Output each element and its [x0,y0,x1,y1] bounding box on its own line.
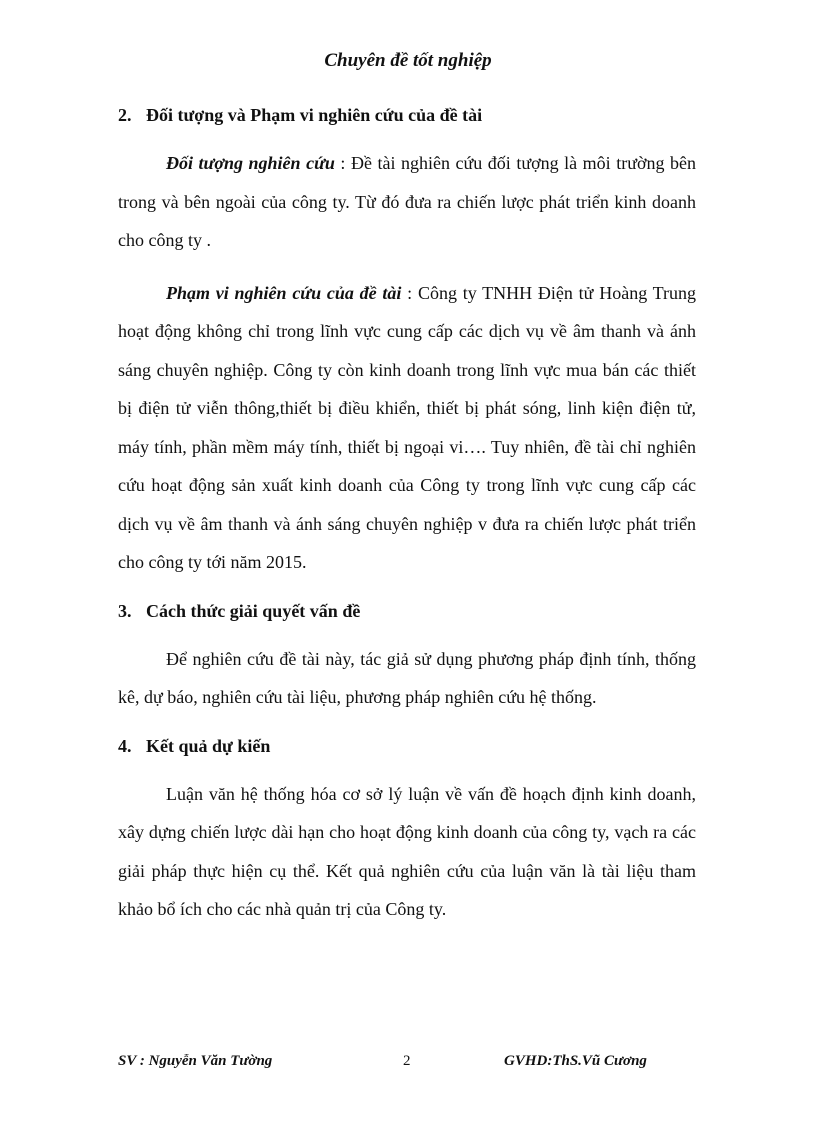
page-footer [118,1053,678,1075]
object-text: : Đề tài nghiên cứu đối tượng là môi trường bên trong và bên ngoài của công ty. Từ đó đưa ra chiến lược phát triển kinh doanh cho công ty . [118,153,696,250]
advisor-name: GVHD:ThS.Vũ Cương [504,1053,647,1069]
document-body [118,96,696,929]
range-text: : Công ty TNHH Điện tử Hoàng Trung hoạt động không chỉ trong lĩnh vực cung cấp các dịch vụ về âm thanh và ánh sáng chuyên nghiệp. Công ty còn kinh doanh trong lĩnh vực mua bán các thiết bị điện tử viễn thông,thiết bị điều khiển, thiết bị phát sóng, linh kiện điện tử, máy tính, phần mềm máy tính, thiết bị ngoại vi…. Tuy nhiên, đề tài chỉ nghiên cứu hoạt động sản xuất kinh doanh của Công ty trong lĩnh vực cung cấp các dịch vụ về âm thanh và ánh sáng chuyên nghiệp v đưa ra chiến lược phát triển cho công ty tới năm 2015. [118,282,696,572]
scope-range-paragraph [118,274,696,582]
student-name: SV : Nguyễn Văn Tường [118,1053,273,1069]
scope-object-paragraph [118,144,696,260]
object-term: Đối tượng nghiên cứu [166,153,335,173]
section-2-title: Đối tượng và Phạm vi nghiên cứu của đề tài [146,105,483,125]
range-term: Phạm vi nghiên cứu của đề tài [166,282,402,303]
section-4-title: Kết quả dự kiến [146,735,271,756]
section-3-title: Cách thức giải quyết vấn đề [146,600,361,621]
page-header: Chuyên đề tốt nghiệp [324,50,492,71]
section-2-number: 2. [118,105,132,125]
result-paragraph: Luận văn hệ thống hóa cơ sở lý luận về vấn đề hoạch định kinh doanh, xây dựng chiến lược dài hạn cho hoạt động kinh doanh của công ty, vạch ra các giải pháp thực hiện cụ thể. Kết quả nghiên cứu của luận văn là tài liệu tham khảo bổ ích cho các nhà quản trị của Công ty. [118,783,696,919]
section-2-heading [118,96,696,134]
section-3-heading [118,592,696,630]
section-3-number: 3. [118,600,132,621]
section-4-number: 4. [118,735,132,756]
section-4-heading [118,727,696,765]
method-paragraph: Để nghiên cứu đề tài này, tác giả sử dụng phương pháp định tính, thống kê, dự báo, nghiên cứu tài liệu, phương pháp nghiên cứu hệ thống. [118,648,696,707]
page-number: 2 [403,1053,411,1069]
